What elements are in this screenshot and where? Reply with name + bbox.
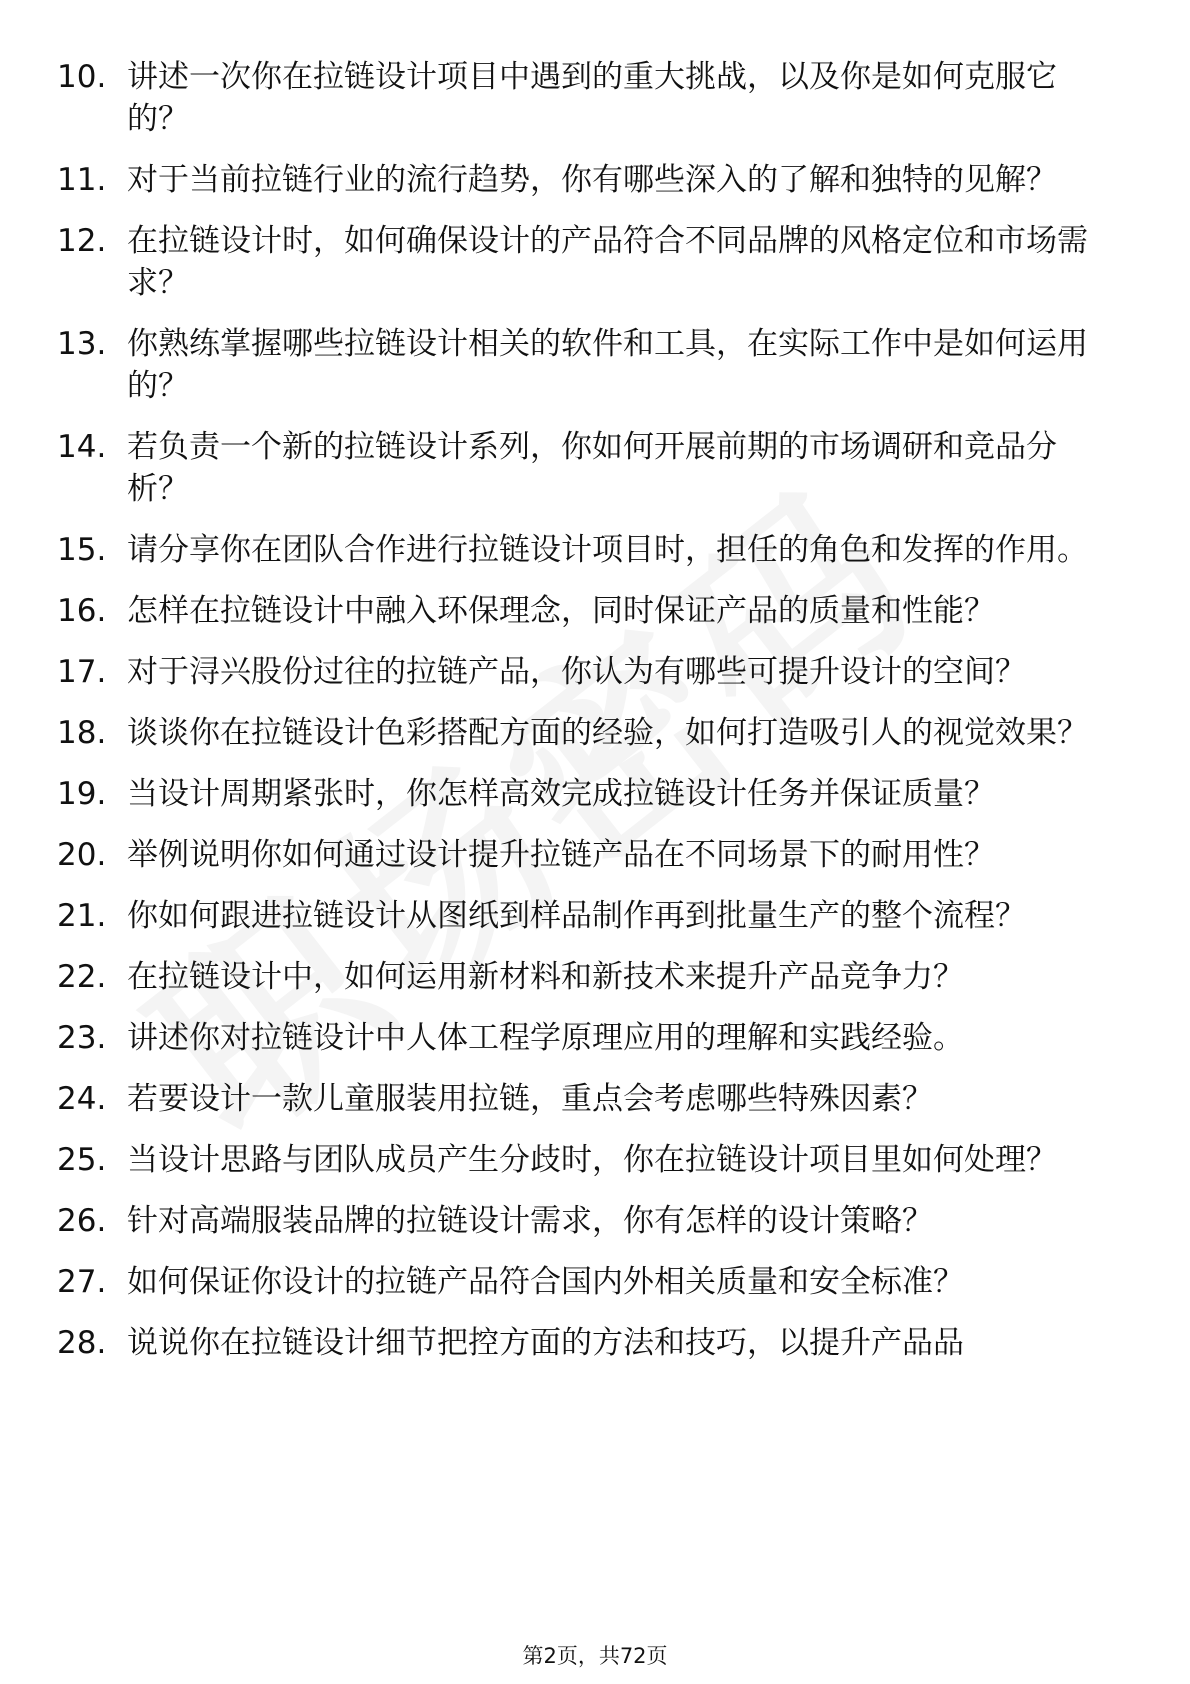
question-list xyxy=(0,56,1190,1383)
question-number: 12. xyxy=(57,223,107,259)
question-number: 22. xyxy=(57,959,107,995)
question-item xyxy=(0,956,1190,998)
question-item xyxy=(0,651,1190,693)
question-text: 请分享你在团队合作进行拉链设计项目时，担任的角色和发挥的作用。 xyxy=(127,532,1088,568)
question-text: 举例说明你如何通过设计提升拉链产品在不同场景下的耐用性？ xyxy=(127,837,995,873)
question-text: 怎样在拉链设计中融入环保理念，同时保证产品的质量和性能？ xyxy=(127,593,995,629)
question-number: 28. xyxy=(57,1325,107,1361)
question-text: 如何保证你设计的拉链产品符合国内外相关质量和安全标准？ xyxy=(127,1264,964,1300)
question-number: 13. xyxy=(57,326,107,362)
question-text: 在拉链设计时，如何确保设计的产品符合不同品牌的风格定位和市场需求？ xyxy=(127,223,1088,301)
question-text: 你熟练掌握哪些拉链设计相关的软件和工具，在实际工作中是如何运用的？ xyxy=(127,326,1088,404)
question-number: 17. xyxy=(57,654,107,690)
question-number: 14. xyxy=(57,429,107,465)
question-text: 当设计周期紧张时，你怎样高效完成拉链设计任务并保证质量？ xyxy=(127,776,995,812)
page-number-label: 第2页，共72页 xyxy=(522,1644,668,1668)
question-item xyxy=(0,712,1190,754)
question-number: 11. xyxy=(57,162,107,198)
question-item xyxy=(0,1200,1190,1242)
question-item xyxy=(0,1322,1190,1364)
question-number: 10. xyxy=(57,59,107,95)
question-item xyxy=(0,1078,1190,1120)
question-text: 对于浔兴股份过往的拉链产品，你认为有哪些可提升设计的空间？ xyxy=(127,654,1026,690)
question-text: 谈谈你在拉链设计色彩搭配方面的经验，如何打造吸引人的视觉效果？ xyxy=(127,715,1088,751)
question-item xyxy=(0,590,1190,632)
question-number: 25. xyxy=(57,1142,107,1178)
question-text: 讲述一次你在拉链设计项目中遇到的重大挑战，以及你是如何克服它的？ xyxy=(127,59,1057,137)
question-number: 18. xyxy=(57,715,107,751)
question-item xyxy=(0,529,1190,571)
question-number: 23. xyxy=(57,1020,107,1056)
question-text: 说说你在拉链设计细节把控方面的方法和技巧，以提升产品品 xyxy=(127,1325,964,1361)
question-item xyxy=(0,1017,1190,1059)
question-item xyxy=(0,56,1190,140)
question-number: 27. xyxy=(57,1264,107,1300)
question-item xyxy=(0,773,1190,815)
question-number: 21. xyxy=(57,898,107,934)
question-item xyxy=(0,426,1190,510)
question-number: 24. xyxy=(57,1081,107,1117)
question-text: 若负责一个新的拉链设计系列，你如何开展前期的市场调研和竞品分析？ xyxy=(127,429,1057,507)
question-item xyxy=(0,323,1190,407)
question-text: 你如何跟进拉链设计从图纸到样品制作再到批量生产的整个流程？ xyxy=(127,898,1026,934)
question-text: 讲述你对拉链设计中人体工程学原理应用的理解和实践经验。 xyxy=(127,1020,964,1056)
question-number: 15. xyxy=(57,532,107,568)
question-item xyxy=(0,1139,1190,1181)
question-number: 16. xyxy=(57,593,107,629)
page-footer xyxy=(0,1642,1190,1670)
question-item xyxy=(0,895,1190,937)
question-item xyxy=(0,159,1190,201)
question-item xyxy=(0,834,1190,876)
question-text: 当设计思路与团队成员产生分歧时，你在拉链设计项目里如何处理？ xyxy=(127,1142,1057,1178)
question-item xyxy=(0,220,1190,304)
question-number: 26. xyxy=(57,1203,107,1239)
question-number: 20. xyxy=(57,837,107,873)
question-number: 19. xyxy=(57,776,107,812)
question-item xyxy=(0,1261,1190,1303)
question-text: 对于当前拉链行业的流行趋势，你有哪些深入的了解和独特的见解？ xyxy=(127,162,1057,198)
question-text: 若要设计一款儿童服装用拉链，重点会考虑哪些特殊因素？ xyxy=(127,1081,933,1117)
question-text: 在拉链设计中，如何运用新材料和新技术来提升产品竞争力？ xyxy=(127,959,964,995)
question-text: 针对高端服装品牌的拉链设计需求，你有怎样的设计策略？ xyxy=(127,1203,933,1239)
